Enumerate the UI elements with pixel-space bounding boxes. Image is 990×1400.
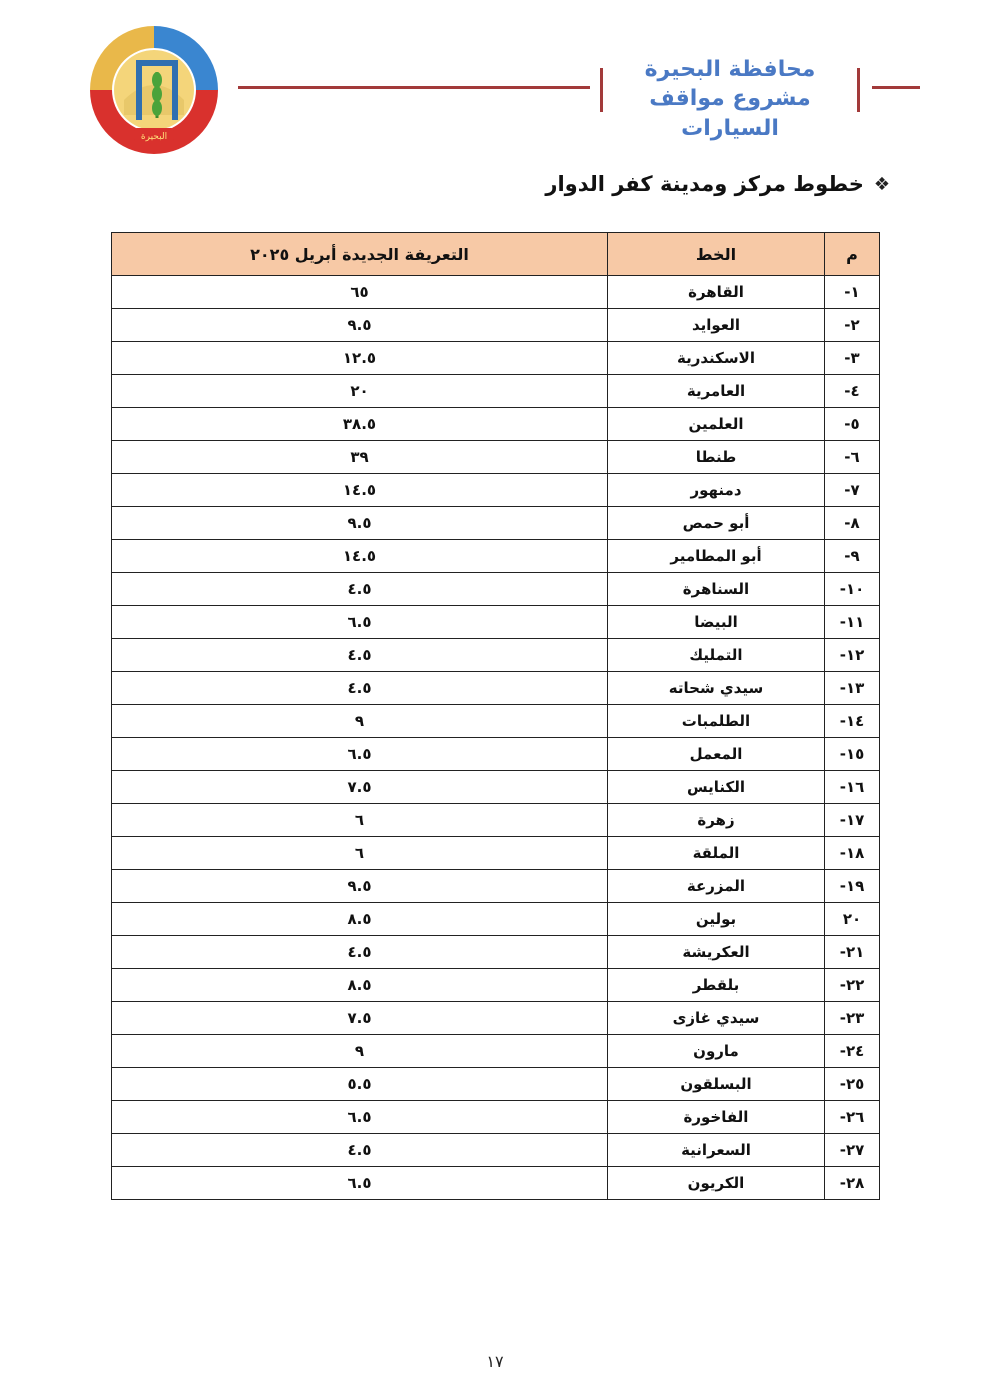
row-number-cell: ٩- — [825, 540, 880, 573]
table-row — [112, 606, 880, 639]
table-row — [112, 903, 880, 936]
fare-cell: ٤.٥ — [112, 672, 608, 705]
row-number-cell: ٢٤- — [825, 1035, 880, 1068]
row-number-cell: ٢٦- — [825, 1101, 880, 1134]
header-rule-left — [238, 86, 590, 89]
line-name-cell: بولين — [608, 903, 825, 936]
line-name-cell: الاسكندرية — [608, 342, 825, 375]
line-name-cell: دمنهور — [608, 474, 825, 507]
line-name-cell: العامرية — [608, 375, 825, 408]
table-row — [112, 837, 880, 870]
table-header-row — [112, 233, 880, 276]
line-name-cell: بلقطر — [608, 969, 825, 1002]
table-row — [112, 1068, 880, 1101]
diamond-bullet-icon: ❖ — [873, 173, 890, 195]
fare-cell: ٩.٥ — [112, 507, 608, 540]
fare-cell: ٨.٥ — [112, 903, 608, 936]
fare-cell: ٦.٥ — [112, 1101, 608, 1134]
row-number-cell: ٢٨- — [825, 1167, 880, 1200]
fare-cell: ٦ — [112, 804, 608, 837]
page-number: ١٧ — [486, 1352, 504, 1371]
fare-cell: ٤.٥ — [112, 936, 608, 969]
section-title: خطوط مركز ومدينة كفر الدوار — [545, 172, 864, 196]
row-number-cell: ٨- — [825, 507, 880, 540]
fare-cell: ٦.٥ — [112, 1167, 608, 1200]
fare-cell: ٣٨.٥ — [112, 408, 608, 441]
fare-cell: ٩.٥ — [112, 309, 608, 342]
column-header-fare: التعريفة الجديدة أبريل ٢٠٢٥ — [112, 233, 608, 276]
line-name-cell: البسلقون — [608, 1068, 825, 1101]
header-title-block — [610, 56, 850, 144]
line-name-cell: السعرانية — [608, 1134, 825, 1167]
line-name-cell: السناهرة — [608, 573, 825, 606]
row-number-cell: ١- — [825, 276, 880, 309]
table-row — [112, 1167, 880, 1200]
row-number-cell: ١٠- — [825, 573, 880, 606]
header-divider-right — [857, 68, 860, 112]
row-number-cell: ١٧- — [825, 804, 880, 837]
fare-cell: ٨.٥ — [112, 969, 608, 1002]
row-number-cell: ١٦- — [825, 771, 880, 804]
row-number-cell: ٦- — [825, 441, 880, 474]
fare-cell: ٦ — [112, 837, 608, 870]
line-name-cell: المزرعة — [608, 870, 825, 903]
table-row — [112, 441, 880, 474]
line-name-cell: الطلمبات — [608, 705, 825, 738]
line-name-cell: العكريشة — [608, 936, 825, 969]
logo-text: البحيرة — [140, 132, 168, 142]
table-row — [112, 507, 880, 540]
row-number-cell: ٢٧- — [825, 1134, 880, 1167]
row-number-cell: ٢- — [825, 309, 880, 342]
row-number-cell: ١٣- — [825, 672, 880, 705]
fare-cell: ٧.٥ — [112, 1002, 608, 1035]
line-name-cell: الكريون — [608, 1167, 825, 1200]
row-number-cell: ٢٢- — [825, 969, 880, 1002]
table-row — [112, 1134, 880, 1167]
fare-cell: ٥.٥ — [112, 1068, 608, 1101]
table-row — [112, 870, 880, 903]
column-header-line: الخط — [608, 233, 825, 276]
line-name-cell: سيدي غازى — [608, 1002, 825, 1035]
table-row — [112, 474, 880, 507]
line-name-cell: زهرة — [608, 804, 825, 837]
routes-fare-table — [111, 232, 880, 1200]
table-row — [112, 1035, 880, 1068]
column-header-number: م — [825, 233, 880, 276]
fare-cell: ١٤.٥ — [112, 540, 608, 573]
line-name-cell: مارون — [608, 1035, 825, 1068]
row-number-cell: ١٤- — [825, 705, 880, 738]
fare-cell: ١٤.٥ — [112, 474, 608, 507]
line-name-cell: المعمل — [608, 738, 825, 771]
table-row — [112, 804, 880, 837]
section-heading — [545, 172, 890, 196]
line-name-cell: القاهرة — [608, 276, 825, 309]
table-row — [112, 969, 880, 1002]
row-number-cell: ٣- — [825, 342, 880, 375]
row-number-cell: ٥- — [825, 408, 880, 441]
table-row — [112, 771, 880, 804]
table-row — [112, 309, 880, 342]
table-row — [112, 408, 880, 441]
header-rule-right — [872, 86, 920, 89]
fare-cell: ٩ — [112, 1035, 608, 1068]
table-row — [112, 639, 880, 672]
fare-cell: ٤.٥ — [112, 1134, 608, 1167]
table-row — [112, 1002, 880, 1035]
fare-cell: ٧.٥ — [112, 771, 608, 804]
table-row — [112, 573, 880, 606]
line-name-cell: الفاخورة — [608, 1101, 825, 1134]
fare-cell: ١٢.٥ — [112, 342, 608, 375]
row-number-cell: ١٨- — [825, 837, 880, 870]
governorate-name: محافظة البحيرة — [644, 57, 816, 82]
row-number-cell: ٢٣- — [825, 1002, 880, 1035]
table-row — [112, 672, 880, 705]
fare-cell: ٤.٥ — [112, 639, 608, 672]
line-name-cell: أبو المطامير — [608, 540, 825, 573]
row-number-cell: ١٩- — [825, 870, 880, 903]
row-number-cell: ٤- — [825, 375, 880, 408]
governorate-logo — [84, 20, 224, 160]
fare-cell: ٢٠ — [112, 375, 608, 408]
fare-cell: ٩ — [112, 705, 608, 738]
row-number-cell: ٧- — [825, 474, 880, 507]
header-divider-left — [600, 68, 603, 112]
project-name: مشروع مواقف السيارات — [649, 86, 811, 141]
fare-cell: ٤.٥ — [112, 573, 608, 606]
fare-cell: ٣٩ — [112, 441, 608, 474]
fare-cell: ٦.٥ — [112, 738, 608, 771]
line-name-cell: سيدي شحاته — [608, 672, 825, 705]
table-row — [112, 936, 880, 969]
line-name-cell: التمليك — [608, 639, 825, 672]
fare-cell: ٩.٥ — [112, 870, 608, 903]
line-name-cell: العلمين — [608, 408, 825, 441]
row-number-cell: ٢١- — [825, 936, 880, 969]
table-row — [112, 276, 880, 309]
row-number-cell: ٢٠ — [825, 903, 880, 936]
line-name-cell: العوايد — [608, 309, 825, 342]
line-name-cell: البيضا — [608, 606, 825, 639]
row-number-cell: ١٥- — [825, 738, 880, 771]
table-row — [112, 375, 880, 408]
row-number-cell: ٢٥- — [825, 1068, 880, 1101]
row-number-cell: ١٢- — [825, 639, 880, 672]
line-name-cell: أبو حمص — [608, 507, 825, 540]
line-name-cell: الملقة — [608, 837, 825, 870]
table-row — [112, 738, 880, 771]
row-number-cell: ١١- — [825, 606, 880, 639]
fare-cell: ٦.٥ — [112, 606, 608, 639]
line-name-cell: طنطا — [608, 441, 825, 474]
line-name-cell: الكنايس — [608, 771, 825, 804]
table-body — [112, 276, 880, 1200]
fare-cell: ٦٥ — [112, 276, 608, 309]
table-row — [112, 1101, 880, 1134]
table-row — [112, 540, 880, 573]
table-row — [112, 342, 880, 375]
table-row — [112, 705, 880, 738]
